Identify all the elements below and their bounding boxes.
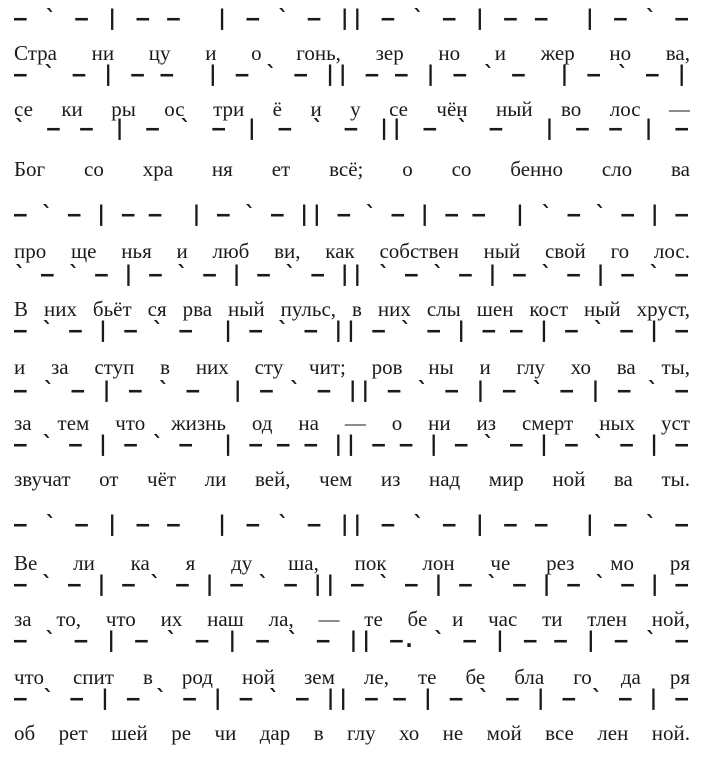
verse-line: за тем что жизнь од на — о ни из смерт ных уст [14, 411, 690, 435]
meter-line: — ` — | — — | — ` — || — ` — | — — | ` — ` — | — [14, 202, 688, 226]
verse-line: что спит в род ной зем ле, те бе бла го да ря [14, 665, 690, 689]
verse-line: об рет шей ре чи дар в глу хо не мой все лен ной. [14, 721, 690, 745]
verse-line: Стра ни цу и о гонь, зер но и жер но ва, [14, 41, 690, 65]
meter-line: — ` — | — — | — ` — || — ` — | — — | — ` — [14, 512, 688, 536]
verse-line: В них бьёт ся рва ный пульс, в них слы шен кост ный хруст, [14, 297, 690, 321]
verse-line: за то, что их наш ла, — те бе и час ти тлен ной, [14, 607, 690, 631]
verse-line: звучат от чёт ли вей, чем из над мир ной ва ты. [14, 467, 690, 491]
meter-line: — ` — | — — | — ` — || — ` — | — — | — ` — [14, 6, 688, 30]
meter-line: — ` — | — ` — | — ` — || — ` — | — ` — | — ` — [14, 378, 688, 402]
verse-line: и за ступ в них сту чит; ров ны и глу хо ва ты, [14, 355, 690, 379]
verse-line: Бог со хра ня ет всё; о со бенно сло ва [14, 157, 690, 181]
meter-line: — ` — | — ` — | — — — || — — | — ` — | — ` — | — [14, 432, 688, 456]
meter-line: — ` — | — ` — | — ` — || — ` — | — — | — ` — | — [14, 318, 688, 342]
meter-line: — ` — | — ` — | — ` — || — ` — | — ` — | — ` — | — [14, 572, 688, 596]
verse-line: Ве ли ка я ду ша, пок лон че рез мо ря [14, 551, 690, 575]
verse-line: про ще нья и люб ви, как собствен ный свой го лос. [14, 239, 690, 263]
meter-line: — ` — | — ` — | — ` — || —. ` — | — — | — ` — [14, 628, 688, 652]
meter-line: ` — — | — ` — | — ` — || — ` — | — — | — [14, 116, 688, 140]
meter-line: — ` — | — ` — | — ` — || — — | — ` — | — ` — | — [14, 686, 688, 710]
verse-line: се ки ры ос три ё и у се чён ный во лос — [14, 97, 690, 121]
meter-line: — ` — | — — | — ` — || — — | — ` — | — ` — | [14, 62, 688, 86]
meter-line: ` — ` — | — ` — | — ` — || ` — ` — | — ` — | — ` — [14, 262, 688, 286]
